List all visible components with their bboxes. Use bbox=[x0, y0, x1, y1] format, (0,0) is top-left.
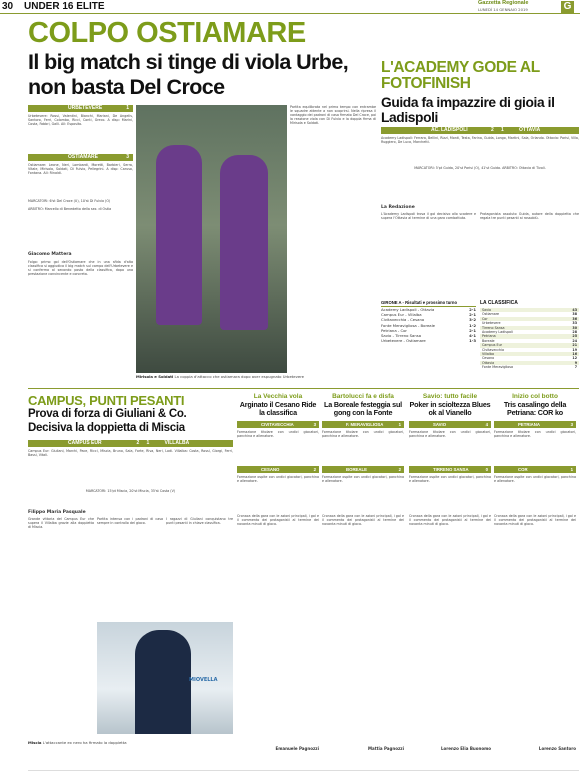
result-match: Savio - Tirreno Sansa bbox=[381, 333, 422, 339]
article-kicker: Savio: tutto facile bbox=[422, 393, 478, 400]
article-headline: Poker in scioltezza Blues ok al Vianello bbox=[409, 400, 491, 417]
result-match: Urbetevere - Ostiamare bbox=[381, 338, 426, 344]
standings-team: Petriana bbox=[482, 334, 496, 339]
team-score: 1 bbox=[501, 127, 504, 133]
player-figure bbox=[220, 155, 268, 330]
standings-points: 7 bbox=[574, 365, 577, 370]
team-score: 2 bbox=[398, 467, 401, 472]
academy-headline: Guida fa impazzire di gioia il Ladispoli bbox=[381, 95, 555, 125]
lineup-text: Urbetevere: Rossi, Valentini, Bianchi, Mariani, De Angelis, Santoro, Ferri, Colombo, Ricci, Conti, Greco. A disp: Marini, Costa, Fabbri, Galli. All: Esposito. bbox=[28, 114, 133, 127]
standings-team: Cesano bbox=[482, 356, 495, 361]
team-row bbox=[409, 466, 491, 473]
page-number: 30 bbox=[2, 1, 14, 12]
team-score: 1 bbox=[126, 105, 129, 111]
player-figure bbox=[156, 145, 202, 325]
scorebox-campus bbox=[28, 440, 233, 505]
standings-points: 28 bbox=[572, 330, 577, 335]
team-row bbox=[322, 421, 404, 428]
team-score: 3 bbox=[313, 422, 316, 427]
standings-points: 19 bbox=[572, 347, 577, 352]
standings-team: Fonte Meravigliosa bbox=[482, 365, 514, 370]
team-score: 1 bbox=[570, 467, 573, 472]
team-name: OSTIAMARE bbox=[68, 154, 98, 160]
result-score: 2-1 bbox=[469, 312, 476, 318]
team-name: AC. LADISPOLI bbox=[431, 127, 468, 133]
article-body: I ragazzi di Giuliani conquistano tre punti pesanti in chiave classifica. bbox=[166, 517, 233, 526]
standings-team: Savio bbox=[482, 308, 491, 312]
standings-team: Cor bbox=[482, 316, 488, 321]
standings-team: Academy Ladispoli bbox=[482, 330, 513, 335]
caption-title: Mirisola e Soldati bbox=[136, 374, 174, 379]
team-name: BOREALE bbox=[346, 467, 368, 472]
paper-name: Gazzetta Regionale bbox=[478, 0, 529, 6]
result-score: 3-2 bbox=[469, 317, 476, 323]
photo-caption bbox=[28, 740, 233, 745]
author-academy: La Redazione bbox=[381, 205, 415, 210]
lineup-text: Formazione ospite con undici giocatori, panchina e allenatore. bbox=[409, 475, 491, 484]
article-author: Mattia Pagnozzi bbox=[368, 746, 404, 751]
article-author: Lorenzo Elia Buonomo bbox=[440, 746, 491, 751]
standings-points: 30 bbox=[572, 325, 577, 330]
team-name: COR bbox=[518, 467, 528, 472]
lineup-text: MARCATORI: 15'pt Miscia, 20'st Miscia, 35'st Costa (V) bbox=[85, 489, 176, 493]
team-score: 3 bbox=[126, 154, 129, 160]
article-body: Cronaca della gara con le azioni principali, i gol e il commento dei protagonisti al termine dei novanta minuti di gioco. bbox=[237, 514, 319, 527]
photo-text: MIOVELLA bbox=[189, 677, 218, 683]
team-row bbox=[237, 466, 319, 473]
result-score: 1-2 bbox=[469, 322, 476, 328]
standings-team: Civitavecchia bbox=[482, 347, 505, 352]
standings-points: 43 bbox=[572, 308, 577, 312]
lineup-text: Formazione titolare con undici giocatori, panchina e allenatore. bbox=[494, 430, 576, 439]
scorebox-academy bbox=[381, 127, 579, 203]
team-name: OTTAVIA bbox=[519, 127, 541, 133]
lineup-text: MARCATORI: 5'pt Guida, 20'st Parisi (O), 41'st Guida. ARBITRO: Ottavia di Tivoli. bbox=[414, 166, 546, 170]
team-name: CIVITAVECCHIA bbox=[261, 422, 294, 427]
scorebox-main bbox=[28, 105, 133, 250]
team-name: TIRRENO SANSA bbox=[433, 467, 469, 472]
team-name: SAVIO bbox=[433, 422, 447, 427]
team-score: 1 bbox=[146, 440, 150, 446]
team-score: 4 bbox=[485, 422, 488, 427]
standings-team: Ostiamare bbox=[482, 312, 500, 317]
article-petriana bbox=[494, 393, 576, 768]
classifica-title: LA CLASSIFICA bbox=[480, 300, 518, 306]
lineup-text: Academy Ladispoli: Ferrara, Bellini, Rizzi, Monti, Testa, Farina, Guida, Longo, Martini, Sala, Orlando. Ottavia: Parisi, Villa, Ruggiero, De Luca, Marchetti. bbox=[381, 136, 579, 145]
academy-kicker: L'ACADEMY GODE AL FOTOFINISH bbox=[381, 59, 540, 92]
article-headline: Arginato il Cesano Ride la classifica bbox=[239, 400, 317, 417]
author-campus: Filippo Maria Pasquale bbox=[28, 510, 86, 515]
article-body: Folgo: primo gol dell'Ostiamare che in una sfida d'alta classifica si aggiudica il big match sul campo dell'Urbetevere e si conferma al secondo posto della classifica, dopo una prestazione convincente e concreta. bbox=[28, 260, 133, 277]
standings-points: 25 bbox=[572, 334, 577, 339]
lineup-text: Formazione ospite con undici giocatori, panchina e allenatore. bbox=[322, 475, 404, 484]
result-score: 2-1 bbox=[469, 327, 476, 333]
masthead bbox=[0, 0, 580, 14]
result-score: 1-3 bbox=[469, 338, 476, 344]
article-bartolucci bbox=[322, 393, 404, 768]
team-row bbox=[28, 105, 133, 112]
page-footer bbox=[28, 770, 579, 776]
team-name: F. MERAVIGLIOSA bbox=[346, 422, 384, 427]
results-list bbox=[381, 307, 476, 343]
team-row bbox=[28, 154, 133, 161]
standings-points: 36 bbox=[572, 316, 577, 321]
main-kicker: COLPO OSTIAMARE bbox=[28, 17, 306, 49]
article-headline: La Boreale festeggia sul gong con la Fonte bbox=[324, 400, 402, 417]
standings-points: 38 bbox=[572, 312, 577, 317]
article-kicker: La Vecchia vola bbox=[253, 393, 303, 400]
team-name: URBETEVERE bbox=[68, 105, 103, 111]
player-figure bbox=[135, 630, 191, 734]
team-score: 2 bbox=[313, 467, 316, 472]
standings-points: 12 bbox=[572, 356, 577, 361]
standings-row bbox=[480, 365, 579, 369]
standings-team: Urbetevere bbox=[482, 321, 501, 326]
result-score: 2-1 bbox=[469, 307, 476, 312]
team-score: 0 bbox=[485, 467, 488, 472]
lineup-text: Formazione titolare con undici giocatori, panchina e allenatore. bbox=[237, 430, 319, 439]
campus-photo bbox=[97, 622, 233, 734]
article-body: Protagonista assoluto Guida, autore della doppietta che regala tre punti pesanti ai rossoblù. bbox=[480, 212, 579, 221]
team-row bbox=[494, 466, 576, 473]
team-name: PETRIANA bbox=[518, 422, 540, 427]
standings-team: Villalba bbox=[482, 352, 494, 357]
standings-box bbox=[480, 300, 579, 380]
lineup-text: Formazione ospite con undici giocatori, panchina e allenatore. bbox=[494, 475, 576, 484]
caption-text: La coppia d'attacco che ostiamara dopo aver espugnato Urbetevere bbox=[174, 374, 305, 379]
team-row bbox=[381, 127, 579, 134]
result-score: 4-1 bbox=[469, 333, 476, 339]
standings-points: 16 bbox=[572, 352, 577, 357]
lineup-text: Formazione ospite con undici giocatori, panchina e allenatore. bbox=[237, 475, 319, 484]
article-body: Grande vittoria del Campus Eur che supera il Villalba grazie alla doppietta di Miscia. bbox=[28, 517, 94, 530]
article-vecchia bbox=[237, 393, 319, 768]
standings-list bbox=[480, 308, 579, 370]
article-kicker: Bartolucci fa e disfa bbox=[332, 393, 394, 400]
lineup-text: Ostiamare: Leone, Neri, Lombardi, Moretti, Barbieri, Serra, Vitale, Mirisola, Soldati, Di Fulvio, Pellegrini. A disp: Caruso, Fontana. All: Rinaldi. bbox=[28, 163, 133, 176]
campus-kicker: CAMPUS, PUNTI PESANTI bbox=[28, 393, 185, 408]
main-headline: Il big match si tinge di viola Urbe, non basta Del Croce bbox=[28, 50, 349, 99]
lineup-text: Formazione titolare con undici giocatori, panchina e allenatore. bbox=[409, 430, 491, 439]
result-match: Academy Ladispoli - Ottavia bbox=[381, 307, 435, 312]
author-main: Giacomo Mattera bbox=[28, 252, 72, 257]
team-row bbox=[494, 421, 576, 428]
article-savio bbox=[409, 393, 491, 768]
main-photo bbox=[136, 105, 287, 373]
results-box bbox=[381, 300, 476, 380]
standings-points: 9 bbox=[574, 360, 577, 365]
article-body: Partita equilibrata nel primo tempo con entrambe le squadre attente a non scoprirsi. Nella ripresa il vantaggio dei padroni di casa firmato Del Croce, poi la reazione viola con Di Fulvio e la doppia firma di Mirisola e Soldati. bbox=[290, 105, 376, 126]
result-match: Campus Eur - Villalba bbox=[381, 312, 422, 318]
team-row bbox=[409, 421, 491, 428]
result-match: Civitavecchia - Cesano bbox=[381, 317, 425, 323]
team-score: 3 bbox=[570, 422, 573, 427]
article-kicker: Inizio col botto bbox=[512, 393, 558, 400]
article-author: Lorenzo Santoro bbox=[538, 746, 576, 751]
caption-text: L'attaccante ex nero ha firmato la doppietta bbox=[42, 740, 127, 745]
lineup-text: Campus Eur: Giuliani, Marchi, Pace, Ricci, Miscia, Bruno, Sala, Forte, Riva, Neri, Lodi. Villalba: Costa, Rossi, Giorgi, Ferri, Bassi, Vitali. bbox=[28, 449, 233, 458]
standings-points: 33 bbox=[572, 321, 577, 326]
campus-headline: Prova di forza di Giuliani & Co. Decisiva la doppietta di Miscia bbox=[28, 408, 187, 434]
team-name: VILLALBA bbox=[164, 440, 190, 446]
issue-date: LUNEDÌ 14 GENNAIO 2019 bbox=[478, 7, 528, 12]
team-score: 1 bbox=[398, 422, 401, 427]
article-body: Cronaca della gara con le azioni principali, i gol e il commento dei protagonisti al termine dei novanta minuti di gioco. bbox=[409, 514, 491, 527]
caption-title: Miscia bbox=[28, 740, 42, 745]
section-title: UNDER 16 ELITE bbox=[24, 1, 105, 12]
result-match: Fonte Meravigliosa - Boreale bbox=[381, 322, 436, 328]
paper-logo-icon: G bbox=[561, 1, 574, 13]
girone-title: GIRONE A - Risultati e prossimo turno bbox=[381, 300, 476, 307]
standings-points: 21 bbox=[572, 343, 577, 348]
marcatori: MARCATORI: 6'st Del Croce (U), 10'st Di Fulvio (O) bbox=[28, 199, 111, 203]
article-headline: Tris casalingo della Petriana: COR ko bbox=[503, 400, 567, 417]
team-name: CAMPUS EUR bbox=[68, 440, 102, 446]
result-row bbox=[381, 338, 476, 343]
standings-team: Tirreno Sansa bbox=[482, 325, 505, 330]
article-body: Partita intensa con i padroni di casa sempre in controllo del gioco. bbox=[97, 517, 163, 526]
standings-team: Campus Eur bbox=[482, 343, 503, 348]
standings-points: 24 bbox=[572, 338, 577, 343]
team-row bbox=[28, 440, 233, 447]
referee: ARBITRO: Marcello di Benedetto della sez. di Ostia bbox=[28, 207, 112, 211]
article-author: Emanuele Pagnozzi bbox=[275, 746, 319, 751]
team-row bbox=[322, 466, 404, 473]
article-body: Cronaca della gara con le azioni principali, i gol e il commento dei protagonisti al termine dei novanta minuti di gioco. bbox=[494, 514, 576, 527]
team-row bbox=[237, 421, 319, 428]
standings-team: Ottavia bbox=[482, 360, 495, 365]
result-match: Petriana - Cor bbox=[381, 327, 407, 333]
divider bbox=[28, 388, 579, 389]
article-body: L'Academy Ladispoli trova il gol decisivo allo scadere e supera l'Ottavia al termine di una gara combattuta. bbox=[381, 212, 476, 221]
article-body: Cronaca della gara con le azioni principali, i gol e il commento dei protagonisti al termine dei novanta minuti di gioco. bbox=[322, 514, 404, 527]
lineup-text: Formazione titolare con undici giocatori, panchina e allenatore. bbox=[322, 430, 404, 439]
team-name: CESANO bbox=[261, 467, 280, 472]
standings-team: Boreale bbox=[482, 338, 495, 343]
team-score: 2 bbox=[136, 440, 140, 446]
team-score: 2 bbox=[491, 127, 494, 133]
photo-caption bbox=[136, 374, 305, 379]
